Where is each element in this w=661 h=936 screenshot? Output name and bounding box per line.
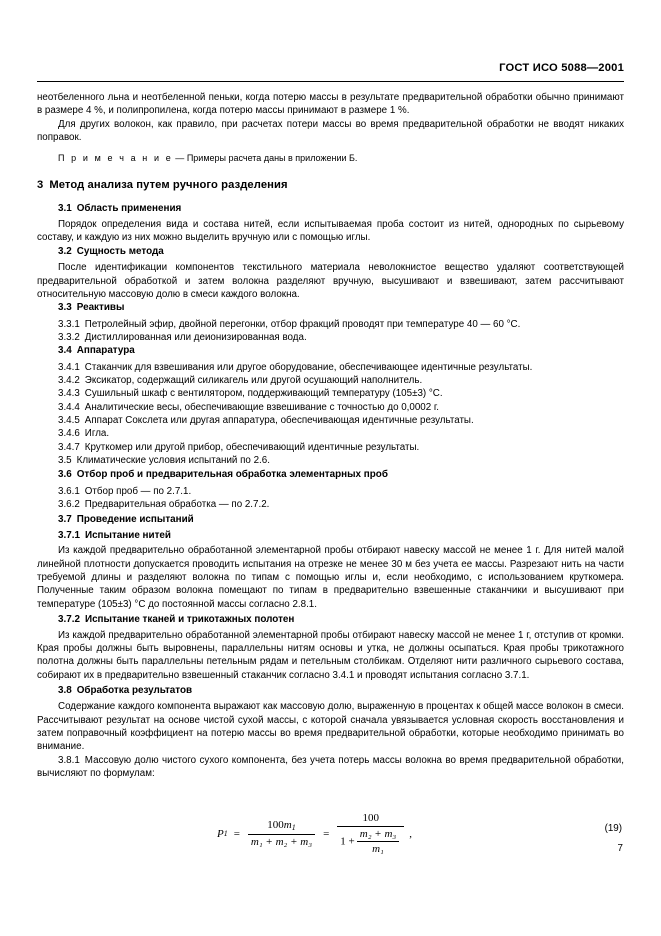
subsection-heading-3-6 [37,468,624,481]
item-text: Аппарат Сокслета или другая аппаратура, обеспечивающая идентичные результаты. [84,415,474,427]
item-number: 3.4.4 [58,401,80,413]
subsection-number: 3.8 [58,684,72,696]
subsection-number: 3.3 [58,302,72,314]
item-text: Дистиллированная или деионизированная вода. [84,332,307,343]
formula-fraction-1 [248,819,315,848]
denominator-one-plus: 1 + [340,835,355,848]
formula-nested-fraction [357,828,399,856]
subsection-heading-3-7-1 [37,529,624,542]
item-number: 3.4.3 [58,388,80,400]
page-header-standard-number: ГОСТ ИСО 5088—2001 [499,62,624,74]
paragraph-3-7-2-fabric-test: Из каждой предварительно обработанной элементарной пробы отбирают навеску массой не менее 1 г, отступив от кромки. Края пробы должны быть выровнены, параллельны нитям основы и утка, не должны осыпаться. Края пробы трикотажного полотна должны быть параллельны петельным рядам и петельным столбикам. Отделяют нити различного сырьевого состава, собирают их в предварительно взвешенный стаканчик согласно 3.4.1 и проводят испытания согласно 3.7.1. [37,629,624,681]
document-body [37,91,624,780]
item-number: 3.4.5 [58,415,80,427]
note-text: Примеры расчета даны в приложении Б. [186,153,358,164]
subsection-number: 3.2 [58,245,72,257]
subsection-title: Аппаратура [76,345,135,357]
section-heading-3 [37,178,624,192]
list-item-3-4-2 [37,374,624,387]
item-text: Предварительная обработка — по 2.7.2. [84,499,270,511]
formula-equals-1: = [233,827,240,840]
note-label: П р и м е ч а н и е [58,153,173,164]
item-number: 3.3.2 [58,332,80,343]
numerator-variable: m [283,819,292,832]
subsection-number: 3.7.1 [58,530,80,541]
subsection-heading-3-8 [37,684,624,697]
item-number: 3.4.1 [58,361,80,373]
subsection-title: Область применения [76,202,182,214]
subsection-heading-3-7-2 [37,613,624,626]
formula-fraction-1-numerator [264,819,298,833]
list-item-3-4-6 [37,427,624,440]
section-title: Метод анализа путем ручного разделения [49,178,288,191]
subsection-title: Проведение испытаний [76,513,194,525]
subsection-heading-3-4 [37,344,624,357]
subsection-number: 3.7.2 [58,614,80,626]
item-number: 3.4.2 [58,375,80,387]
nested-fraction-denominator: m₁ [372,843,384,856]
item-number: 3.4.7 [58,441,80,453]
list-item-3-4-1 [37,361,624,374]
note-dash: — [172,153,187,164]
subsection-number: 3.4 [58,345,72,357]
list-item-3-6-1 [37,485,624,498]
paragraph-other-fibers: Для других волокон, как правило, при расчетах потери массы во время предварительной обработки не вводят никаких поправок. [37,118,624,144]
item-text: Круткомер или другой прибор, обеспечивающий идентичные результаты. [84,441,420,453]
formula-fraction-2-numerator: 100 [362,812,379,824]
subsection-heading-3-2 [37,245,624,258]
item-text: Стаканчик для взвешивания или другое оборудование, обеспечивающее идентичные результаты. [84,361,533,373]
formula-fraction-2-denominator [337,827,404,856]
list-item-3-5 [37,454,624,467]
subsection-title: Испытание нитей [84,530,171,541]
item-text: Климатические условия испытаний по 2.6. [76,455,270,467]
list-item-3-6-2 [37,498,624,511]
item-text: Эксикатор, содержащий силикагель или другой осушающий наполнитель. [84,375,423,387]
formula-lhs-subscript: 1 [223,829,228,839]
list-item-3-4-4 [37,401,624,414]
subsection-title: Отбор проб и предварительная обработка элементарных проб [76,468,388,480]
formula-block [37,812,624,868]
subsection-number: 3.7 [58,513,72,525]
list-item-3-3-2 [37,331,624,344]
nested-fraction-numerator: m₂ + m₃ [359,827,397,840]
subsection-heading-3-7 [37,513,624,526]
subsection-number: 3.6 [58,468,72,480]
formula-lhs-variable: P [217,827,224,840]
paragraph-3-8-1-formula-intro [37,754,624,781]
page-number: 7 [617,843,623,854]
subsection-title: Реактивы [76,302,125,314]
formula-19-expression [217,812,412,856]
list-item-3-4-7 [37,441,624,454]
paragraph-continued-intro: неотбеленного льна и неотбеленной пеньки, когда потерю массы в результате предварительной обработки обычно принимают в размере 4 %, и полипропилена, когда потерю массы принимают в размере 1 %. [37,92,624,117]
item-number: 3.5 [58,455,72,467]
paragraph-3-2-principle: После идентификации компонентов текстильного материала неволокнистое вещество удаляют соответствующей предварительной обработкой и затем волокна разделяют вручную, высушивают и взвешивают, затем рассчитывают относительную массовую долю в смеси каждого волокна. [37,262,624,300]
list-item-3-4-5 [37,414,624,427]
list-item-3-4-3 [37,387,624,400]
numerator-subscript: 1 [291,823,296,833]
paragraph-3-8-results: Содержание каждого компонента выражают как массовую долю, выраженную в процентах к общей массе волокон в смеси. Рассчитывают результат на основе чистой сухой массы, с которой сначала увязывается условная скорость восстановления и затем поправочный коэффициент на потерю массы во время предварительной обработки, которые необходимо принимать во внимание. [37,701,624,753]
subsection-title: Испытание тканей и трикотажных полотен [84,614,295,626]
item-number: 3.8.1 [58,754,80,766]
list-item-3-3-1 [37,318,624,331]
item-text: Отбор проб — по 2.7.1. [84,485,192,497]
formula-fraction-1-denominator: m₁ + m₂ + m₃ [250,835,313,848]
item-text: Игла. [84,428,110,440]
equation-number-19: (19) [604,823,622,834]
subsection-heading-3-3 [37,301,624,314]
header-divider-rule [37,81,624,82]
item-text: Массовую долю чистого сухого компонента, без учета потерь массы волокна во время предварительной обработки, вычисляют по формулам: [37,754,624,780]
item-text: Сушильный шкаф с вентилятором, поддерживающий температуру (105±3) °С. [84,388,443,400]
section-number: 3 [37,178,44,191]
item-number: 3.6.2 [58,499,80,511]
numerator-coefficient: 100 [267,819,284,832]
item-number: 3.3.1 [58,318,80,330]
subsection-number: 3.1 [58,202,72,214]
paragraph-3-7-1-yarn-test: Из каждой предварительно обработанной элементарной пробы отбирают навеску массой не менее 1 г. Для нитей малой линейной плотности допускается проводить испытания на отрезке не менее 30 м без учета ее массы. Разрезают нить на части требуемой длины и разделяют волокна по типам с помощью иглы и, если необходимо, с использованием круткомера. Полученные таким образом волокна помещают по типам в предварительно взвешенные стаканчики и высушивают при температуре (105±3) °С до постоянной массы согласно 2.8.1. [37,545,624,610]
formula-equals-2: = [323,827,330,840]
item-number: 3.6.1 [58,485,80,497]
item-text: Петролейный эфир, двойной перегонки, отбор фракций проводят при температуре 40 — 60 °С. [84,318,521,330]
note-block [37,152,624,165]
item-text: Аналитические весы, обеспечивающие взвешивание с точностью до 0,0002 г. [84,401,440,413]
formula-trailing-comma: , [409,827,412,840]
subsection-heading-3-1 [37,202,624,215]
subsection-title: Сущность метода [76,245,164,257]
paragraph-3-1-scope: Порядок определения вида и состава нитей, если испытываемая проба состоит из нитей, однородных по сырьевому составу, и каждую из них можно выделить вручную или с помощью иглы. [37,219,624,244]
formula-fraction-2 [337,812,404,856]
subsection-title: Обработка результатов [76,684,193,696]
item-number: 3.4.6 [58,428,80,440]
